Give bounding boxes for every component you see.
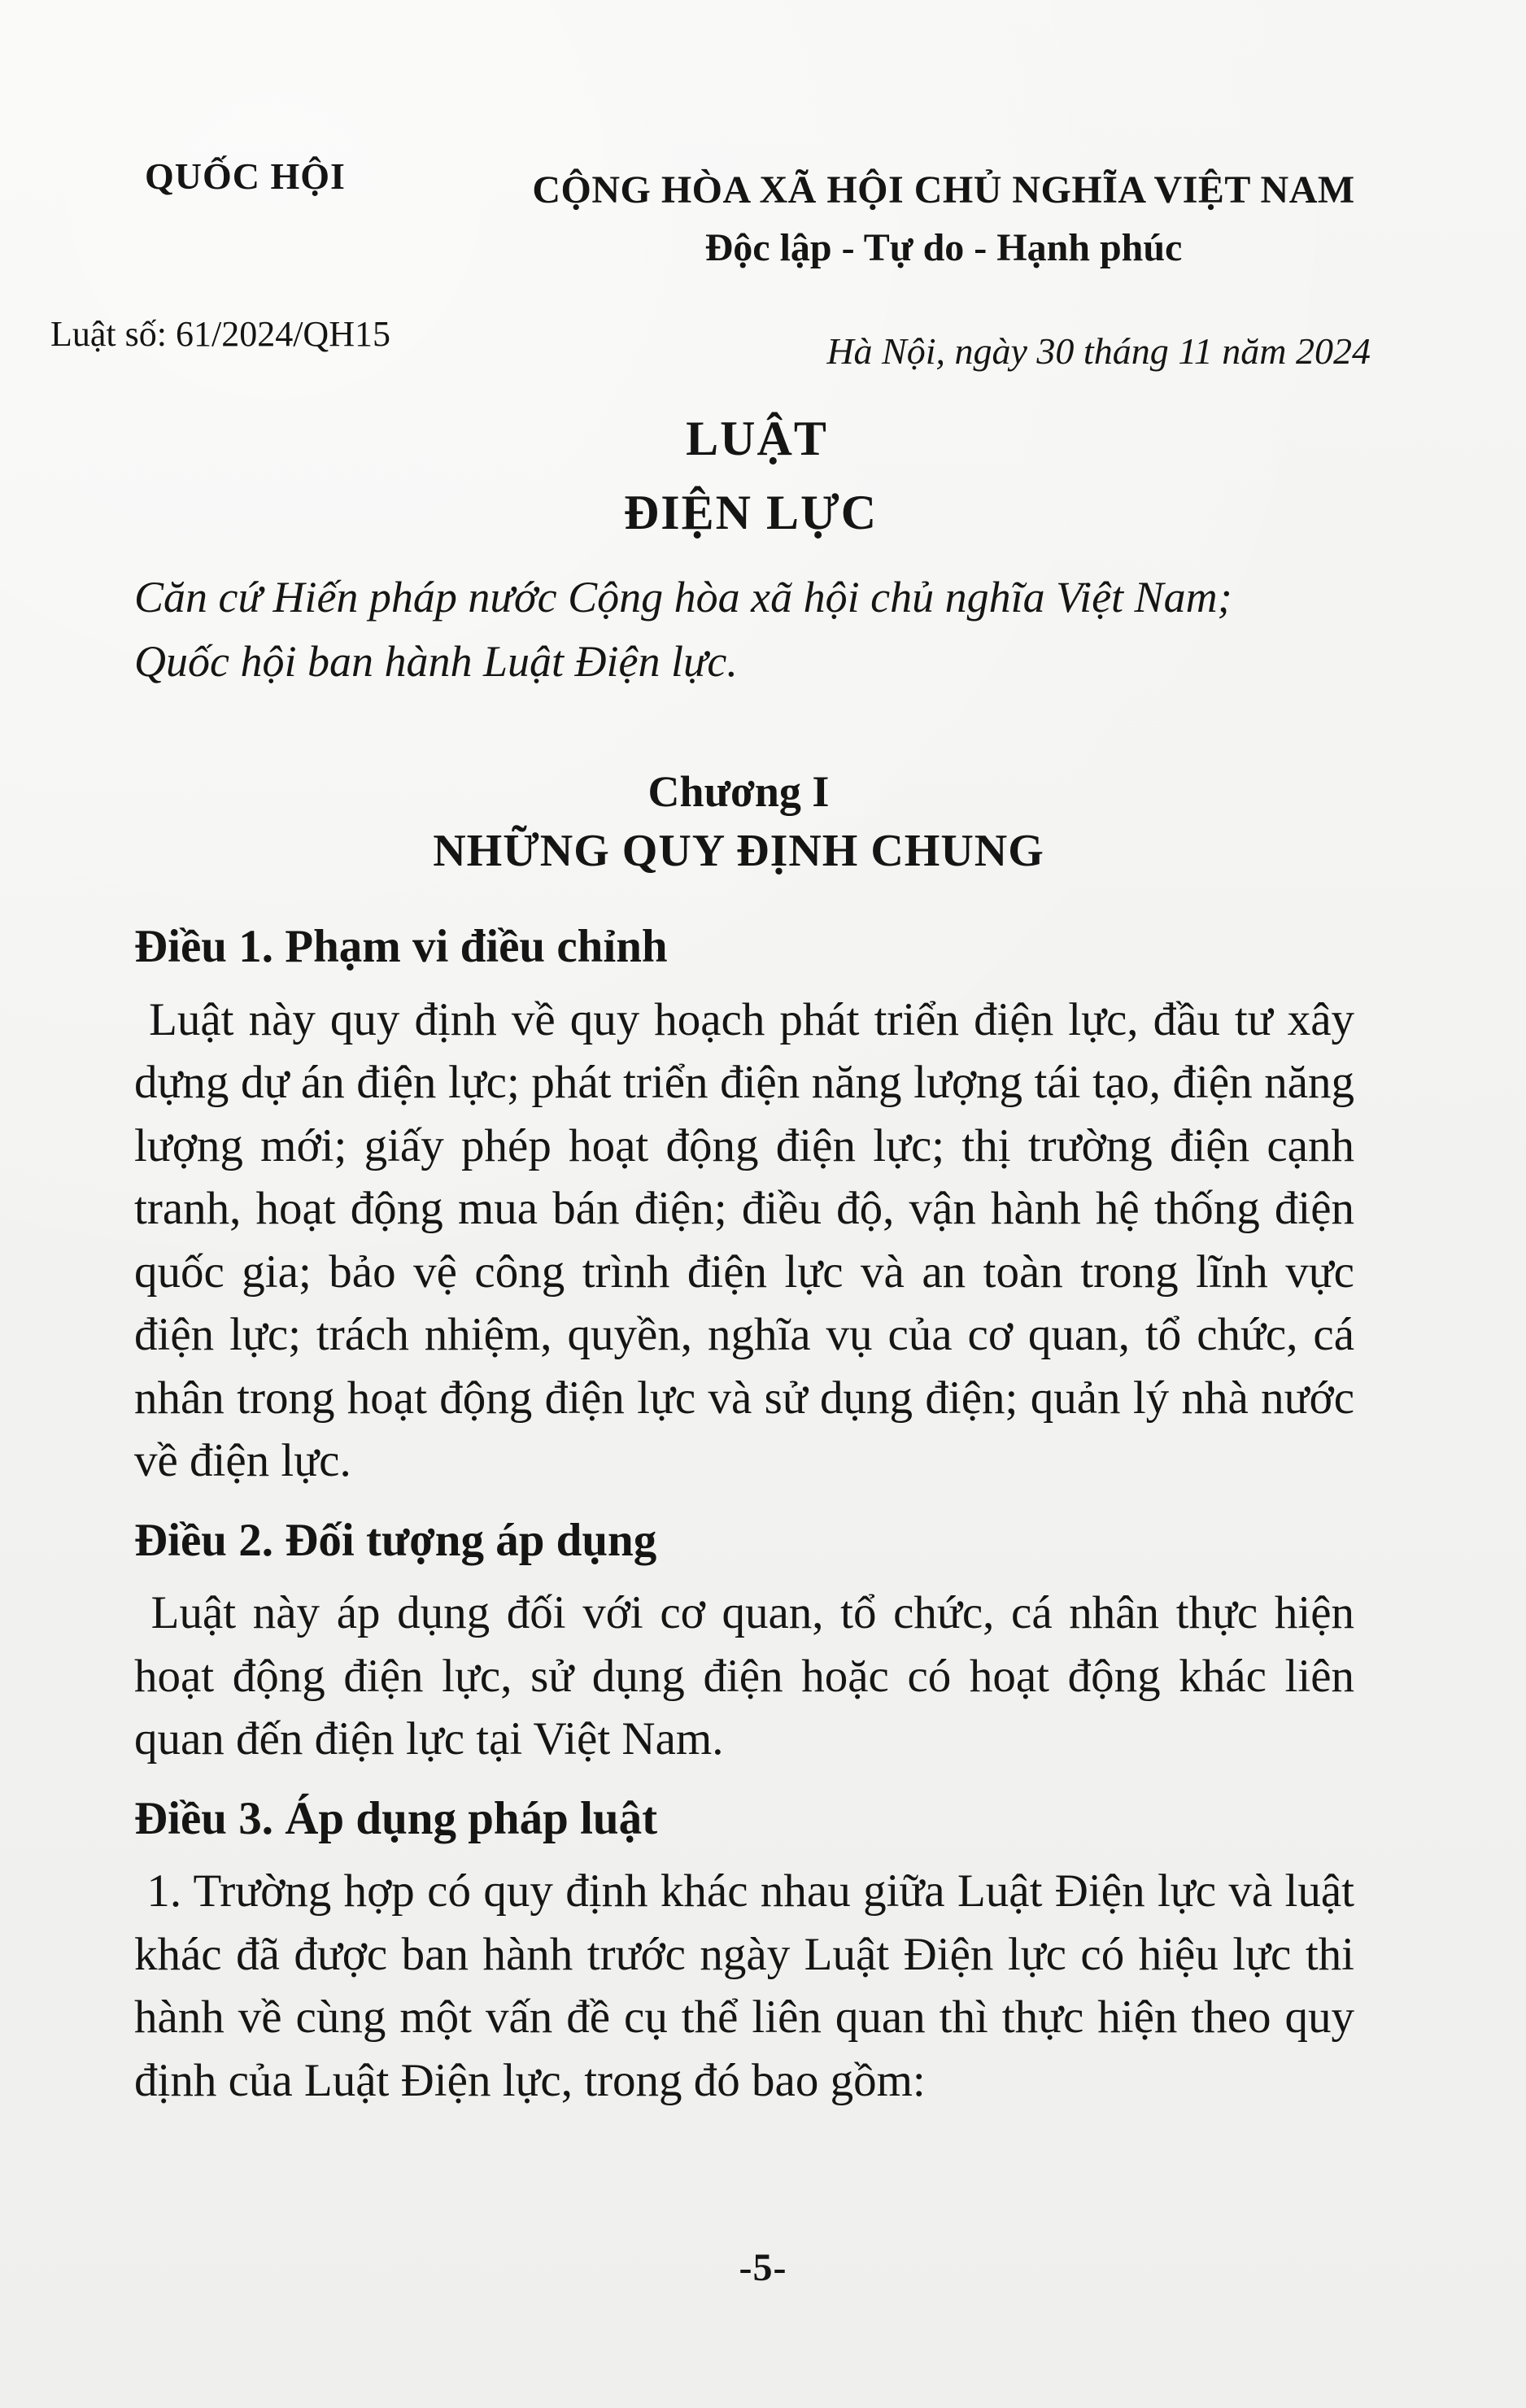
article-1-content: Luật này quy định về quy hoạch phát triển điện lực, đầu tư xây dựng dự án điện lực; phát triển điện năng lượng tái tạo, điện năng lượng mới; giấy phép hoạt động điện lực; thị trường điện cạnh tranh, hoạt động mua bán điện; điều độ, vận hành hệ thống điện quốc gia; bảo vệ công trình điện lực và an toàn trong lĩnh vực điện lực; trách nhiệm, quyền, nghĩa vụ của cơ quan, tổ chức, cá nhân trong hoạt động điện lực và sử dụng điện; quản lý nhà nước về điện lực.	[134, 993, 1355, 1487]
article-3-content: 1. Trường hợp có quy định khác nhau giữa Luật Điện lực và luật khác đã được ban hành trước ngày Luật Điện lực có hiệu lực thi hành về cùng một vấn đề cụ thể liên quan thì thực hiện theo quy định của Luật Điện lực, trong đó bao gồm:	[134, 1865, 1355, 2106]
document-header	[0, 155, 1526, 372]
legal-basis	[134, 565, 1403, 694]
chapter-title: Chương I	[647, 767, 830, 816]
page-number: -5-	[739, 2246, 787, 2289]
article-1-heading: Điều 1. Phạm vi điều chỉnh	[134, 921, 668, 972]
chapter-heading: NHỮNG QUY ĐỊNH CHUNG	[433, 826, 1044, 876]
article-2-text	[134, 1581, 1354, 1771]
chapter	[0, 766, 1526, 877]
document-body	[134, 915, 1354, 2128]
legal-basis-line: Quốc hội ban hành Luật Điện lực.	[134, 636, 738, 686]
document-name: ĐIỆN LỰC	[623, 486, 879, 539]
article-1-text	[134, 988, 1354, 1493]
country-name: CỘNG HÒA XÃ HỘI CHỦ NGHĨA VIỆT NAM	[532, 168, 1355, 212]
place-date: Hà Nội, ngày 30 tháng 11 năm 2024	[826, 330, 1371, 372]
law-number: Luật số: 61/2024/QH15	[50, 314, 390, 354]
motto-slogan: Độc lập - Tự do - Hạnh phúc	[704, 226, 1183, 269]
document-type: LUẬT	[686, 412, 828, 465]
document-title	[0, 411, 1526, 541]
issuing-agency: QUỐC HỘI	[145, 155, 346, 197]
national-motto	[521, 168, 1367, 270]
legal-basis-line: Căn cứ Hiến pháp nước Cộng hòa xã hội chủ nghĩa Việt Nam;	[134, 573, 1232, 622]
article-3-text	[134, 1860, 1354, 2112]
article-3-heading: Điều 3. Áp dụng pháp luật	[134, 1792, 658, 1844]
article-2-heading: Điều 2. Đối tượng áp dụng	[134, 1514, 657, 1566]
article-2-content: Luật này áp dụng đối với cơ quan, tổ chức, cá nhân thực hiện hoạt động điện lực, sử dụng điện hoặc có hoạt động khác liên quan đến điện lực tại Việt Nam.	[134, 1587, 1355, 1765]
